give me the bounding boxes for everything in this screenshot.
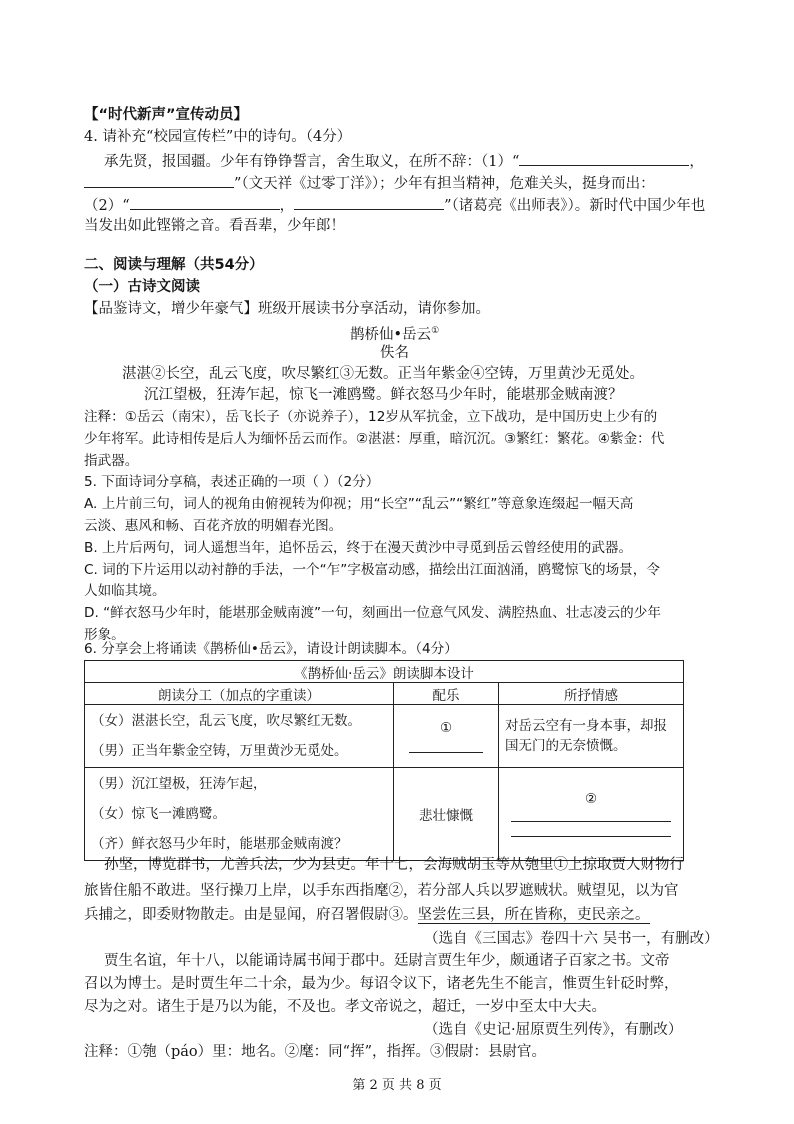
q5-option-a-cont: 云淡、惠风和畅、百花齐放的明媚春光图。 <box>84 518 343 534</box>
table-cell-emotion: 对岳云空有一身本事，却报国无门的无奈愤慨。 <box>499 705 684 768</box>
poem-line-1: 湛湛②长空，乱云飞度，吹尽繁红③无数。正当年紫金④空铸，万里黄沙无觅处。 <box>122 366 644 382</box>
role-line: （男）正当年紫金空铸，万里黄沙无觅处。 <box>91 743 348 759</box>
table-header: 所抒情感 <box>499 683 684 705</box>
role-line: （齐）鲜衣怒马少年时，能堪那金贼南渡？ <box>91 836 348 852</box>
table-cell-music: 悲壮慷慨 <box>394 768 499 861</box>
role-line: （女）湛湛长空，乱云飞度，吹尽繁红无数。 <box>91 713 361 729</box>
reading-script-table <box>84 660 684 861</box>
table-cell-music[interactable] <box>394 705 499 768</box>
q5-option-d-cont: 形象。 <box>84 627 125 643</box>
passage2-line: 尽为之对。诸生于是乃以为能，不及也。孝文帝说之，超迁，一岁中至太中大夫。 <box>84 999 606 1015</box>
source-citation: （选自《史记·屈原贾生列传》，有删改） <box>424 1022 683 1038</box>
table-cell-roles <box>85 705 394 768</box>
q5-option-c-cont: 人如临其境。 <box>84 583 166 599</box>
q4-line-1 <box>104 151 704 171</box>
poem-note-line: 指武器。 <box>84 453 139 469</box>
poem-title-text: 鹊桥仙•岳云 <box>350 326 432 343</box>
table-header: 朗读分工（加点的字重读） <box>85 683 394 705</box>
q4-text: ”（诸葛亮《出师表》）。新时代中国少年也 <box>444 198 706 214</box>
question-6-stem: 6. 分享会上将诵读《鹊桥仙•岳云》，请设计朗读脚本。（4分） <box>84 641 458 657</box>
table-caption: 《鹊桥仙·岳云》朗读脚本设计 <box>85 661 684 683</box>
passage2-line: 召以为博士。是时贾生年二十余，最为少。每诏令议下，诸老先生不能言，惟贾生针砭时弊， <box>84 976 679 992</box>
answer-slot-2: ② <box>584 791 598 807</box>
part-heading: 二、阅读与理解（共54分） <box>84 257 264 273</box>
table-cell-roles <box>85 768 394 861</box>
answer-blank-emotion[interactable] <box>511 830 671 837</box>
q4-line-2 <box>84 173 655 193</box>
answer-blank-2b[interactable] <box>294 195 444 210</box>
classical-notes: 注释：①匏（páo）里：地名。②麾：同“挥”，指挥。③假尉：县尉官。 <box>84 1044 546 1060</box>
role-line: （男）沉江望极，狂涛乍起， <box>91 776 267 792</box>
underlined-sentence: 坚尝佐三县，所在皆称，吏民亲之。 <box>417 907 650 923</box>
answer-blank-music[interactable] <box>409 742 483 753</box>
passage1-line: 旅皆住船不敢进。坚行操刀上岸，以手东西指麾②，若分部人兵以罗遮贼状。贼望见，以为官 <box>84 883 679 899</box>
passage2-line: 贾生名谊，年十八，以能诵诗属书闻于郡中。廷尉言贾生年少，颇通诸子百家之书。文帝 <box>104 953 670 969</box>
source-citation: （选自《三国志》卷四十六 吴书一，有删改） <box>424 931 719 947</box>
answer-blank-emotion[interactable] <box>511 815 671 822</box>
poem-note-line: 少年将军。此诗相传是后人为缅怀岳云而作。②湛湛：厚重，暗沉沉。③繁红：繁花。④紫金：代 <box>84 431 665 447</box>
poem-note-line: 注释：①岳云（南宋），岳飞长子（亦说养子），12岁从军抗金，立下战功，是中国历史上少有的 <box>84 409 658 425</box>
q4-text: （2）“ <box>84 198 130 214</box>
q4-text: ， <box>689 154 704 170</box>
q5-option-a[interactable]: A. 上片前三句，词人的视角由俯视转为仰视；用“长空”“乱云”“繁红”等意象连缀起一幅天高 <box>84 496 634 512</box>
poem-title <box>350 322 439 344</box>
section-title: 【“时代新声”宣传动员】 <box>84 107 249 123</box>
passage1-line <box>84 906 650 924</box>
question-4-stem: 4. 请补充“校园宣传栏”中的诗句。（4分） <box>84 129 352 145</box>
q5-option-d[interactable]: D. “鲜衣怒马少年时，能堪那金贼南渡”一句，刻画出一位意气风发、满腔热血、壮志凌云的少年 <box>84 605 661 621</box>
q4-line-3 <box>84 195 705 215</box>
passage1-text: 兵捕之，即委财物散走。由是显闻，府召署假尉③。 <box>84 907 418 923</box>
q4-line-4: 当发出如此铿锵之音。看吾辈，少年郎！ <box>84 218 345 234</box>
part-subheading: （一）古诗文阅读 <box>84 279 200 295</box>
footnote-mark: ① <box>431 326 440 336</box>
role-line: （女）惊飞一滩鸥鹭。 <box>91 806 226 822</box>
q4-text: ”（文天祥《过零丁洋》）；少年有担当精神，危难关头，挺身而出： <box>234 176 655 192</box>
question-5-stem: 5. 下面诗词分享稿，表述正确的一项（ ）（2分） <box>84 474 380 490</box>
poem-author: 佚名 <box>380 345 409 361</box>
q4-text: 承先贤，报国疆。少年有铮铮誓言，舍生取义，在所不辞：（1）“ <box>104 154 520 170</box>
answer-slot-1: ① <box>439 719 453 736</box>
answer-blank-1b[interactable] <box>84 173 234 188</box>
page-number: 第 2 页 共 8 页 <box>352 1078 442 1093</box>
answer-blank-1a[interactable] <box>519 151 689 166</box>
table-cell-emotion[interactable] <box>499 768 684 861</box>
activity-intro: 【品鉴诗文，增少年豪气】班级开展读书分享活动，请你参加。 <box>84 301 490 317</box>
passage1-line: 孙坚，博览群书，尤善兵法，少为县吏。年十七，会海贼胡玉等从匏里①上掠取贾人财物行 <box>104 857 684 873</box>
q5-option-c[interactable]: C. 词的下片运用以动衬静的手法，一个“乍”字极富动感，描绘出江面汹涌，鸥鹭惊飞的场景，令 <box>84 562 660 578</box>
q5-option-b[interactable]: B. 上片后两句，词人遥想当年，追怀岳云，终于在漫天黄沙中寻觅到岳云曾经使用的武器。 <box>84 540 633 556</box>
table-header: 配乐 <box>394 683 499 705</box>
q4-text: ， <box>279 198 295 214</box>
poem-line-2: 沉江望极，狂涛乍起，惊飞一滩鸥鹭。鲜衣怒马少年时，能堪那金贼南渡？ <box>144 387 623 403</box>
answer-blank-2a[interactable] <box>130 195 280 210</box>
